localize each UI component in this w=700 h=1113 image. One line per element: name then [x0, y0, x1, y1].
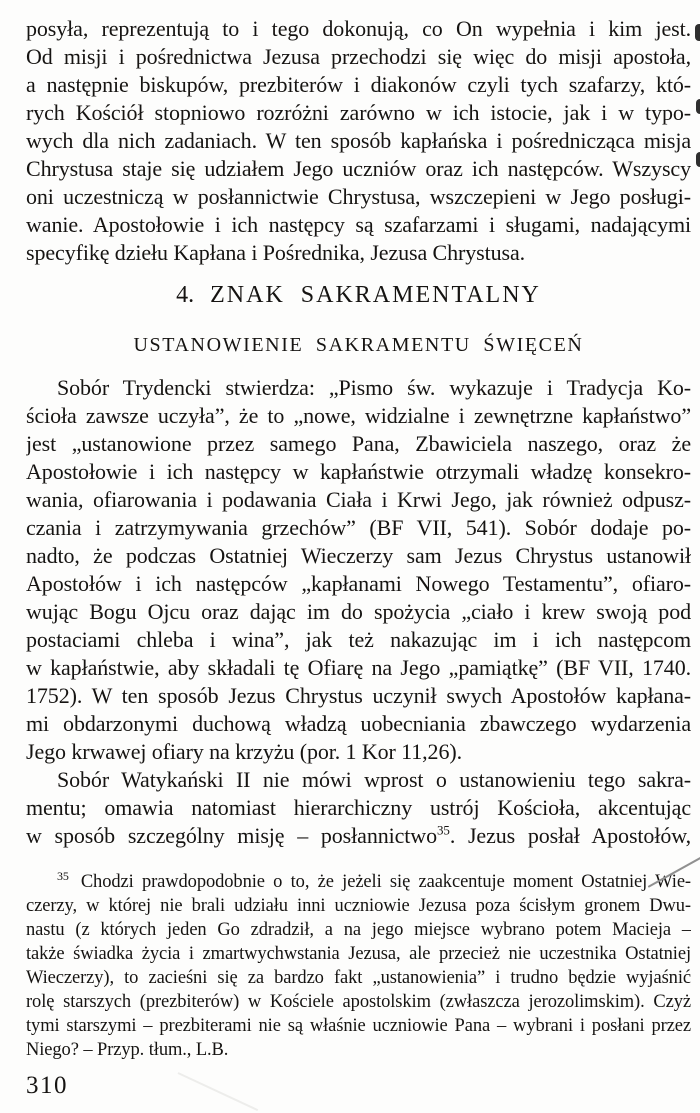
- footnote: [26, 870, 691, 1062]
- paragraph-continuation: [26, 15, 691, 267]
- text-segment: w sposób szczególny misję – posłannictwo: [26, 823, 437, 848]
- text-line: rych Kościół stopniowo rozróżni zarówno w ich istocie, jak i w typo-: [26, 100, 691, 125]
- section-title: ZNAK SAKRAMENTALNY: [210, 282, 541, 308]
- text-line: wując Bogu Ojcu oraz dając im do spożycia „ciało i krew swoją pod: [26, 599, 691, 624]
- footnote-line: [26, 870, 691, 894]
- text-line: wanie. Apostołowie i ich następcy są szafarzami i sługami, nadającymi: [26, 212, 691, 237]
- section-subheading: USTANOWIENIE SAKRAMENTU ŚWIĘCEŃ: [133, 334, 584, 356]
- text-line: posyła, reprezentują to i tego dokonują, co On wypełnia i kim jest.: [26, 16, 691, 41]
- footnote-marker: 35: [57, 870, 69, 883]
- text-line: w kapłaństwie, aby składali tę Ofiarę na Jego „pamiątkę” (BF VII, 1740.: [26, 655, 691, 680]
- text-line: Od misji i pośrednictwa Jezusa przechodzi się więc do misji apostoła,: [26, 44, 691, 69]
- page-number: 310: [26, 1072, 68, 1099]
- text-line: Sobór Watykański II nie mówi wprost o ustanowieniu tego sakra-: [57, 767, 691, 792]
- text-line: Apostołowie i ich następcy w kapłaństwie otrzymali władzę konsekro-: [26, 459, 691, 484]
- paragraph-trent-council: [26, 374, 691, 766]
- text-segment: . Jezus posłał Apostołów,: [449, 823, 691, 848]
- footnote-line: Niego? – Przyp. tłum., L.B.: [26, 1040, 229, 1060]
- text-line: nadto, że podczas Ostatniej Wieczerzy sam Jezus Chrystus ustanowił: [26, 543, 691, 568]
- text-line: Chrystusa staje się udziałem Jego uczniów oraz ich następców. Wszyscy: [26, 156, 691, 181]
- footnote-line: czerzy, w której nie brali udziału inni uczniowie Jezusa poza ścisłym gronem Dwu-: [26, 896, 691, 916]
- paragraph-vatican-ii: [26, 766, 691, 850]
- footnote-line: Wieczerzy), to zacieśni się za bardzo fakt „ustanowienia” i trudno będzie wyjaśnić: [26, 968, 691, 988]
- section-heading: [26, 280, 691, 310]
- text-line: [26, 822, 691, 850]
- footnote-text: Chodzi prawdopodobnie o to, że jeżeli się zaakcentuje moment Ostatniej Wie-: [80, 872, 691, 892]
- scan-artifact-edge-mark: [696, 99, 700, 114]
- section-number: 4.: [176, 282, 195, 308]
- footnote-line: także świadka życia i zmartwychwstania Jezusa, ale przecież nie uczestnika Ostatniej: [26, 944, 691, 964]
- text-line: mentu; omawia natomiast hierarchiczny ustrój Kościoła, akcentując: [26, 795, 691, 820]
- scan-artifact-edge-mark: [695, 24, 700, 41]
- text-line: czania i zatrzymywania grzechów” (BF VII, 541). Sobór dodaje po-: [26, 515, 691, 540]
- text-line: oni uczestniczą w posłannictwie Chrystusa, wszczepieni w Jego posługi-: [26, 184, 691, 209]
- text-line: specyfikę dziełu Kapłana i Pośrednika, Jezusa Chrystusa.: [26, 240, 526, 265]
- scan-artifact-edge-mark: [696, 152, 700, 167]
- text-line: postaciami chleba i wina”, jak też nakazując im i ich następcom: [26, 627, 691, 652]
- footnote-reference: 35: [437, 822, 450, 838]
- text-line: mi obdarzonymi duchową władzą uobecniania zbawczego wydarzenia: [26, 711, 691, 736]
- text-line: jest „ustanowione przez samego Pana, Zbawiciela naszego, oraz że: [26, 431, 691, 456]
- text-line: Apostołów i ich następców „kapłanami Nowego Testamentu”, ofiaro-: [26, 571, 691, 596]
- footnote-line: tymi starszymi – prezbiterami nie są właśnie uczniowie Pana – wybrani i posłani przez: [26, 1016, 691, 1036]
- text-line: Jego krwawej ofiary na krzyżu (por. 1 Kor 11,26).: [26, 739, 462, 764]
- text-line: a następnie biskupów, prezbiterów i diakonów czyli tych szafarzy, któ-: [26, 72, 691, 97]
- text-line: ścioła zawsze uczyła”, że to „nowe, widzialne i zewnętrzne kapłaństwo”: [26, 403, 691, 428]
- footnote-line: nastu (z których jeden Go zdradził, a na jego miejsce wybrano potem Macieja –: [26, 920, 691, 940]
- text-line: 1752). W ten sposób Jezus Chrystus uczynił swych Apostołów kapłana-: [26, 683, 691, 708]
- text-line: Sobór Trydencki stwierdza: „Pismo św. wykazuje i Tradycja Ko-: [57, 375, 691, 400]
- text-line: wania, ofiarowania i podawania Ciała i Krwi Jego, jak również odpusz-: [26, 487, 691, 512]
- footnote-line: rolę starszych (prezbiterów) w Kościele apostolskim (zwłaszcza jerozolimskim). Czyż: [26, 992, 691, 1012]
- text-line: wych dla nich zadaniach. W ten sposób kapłańska i pośrednicząca misja: [26, 128, 691, 153]
